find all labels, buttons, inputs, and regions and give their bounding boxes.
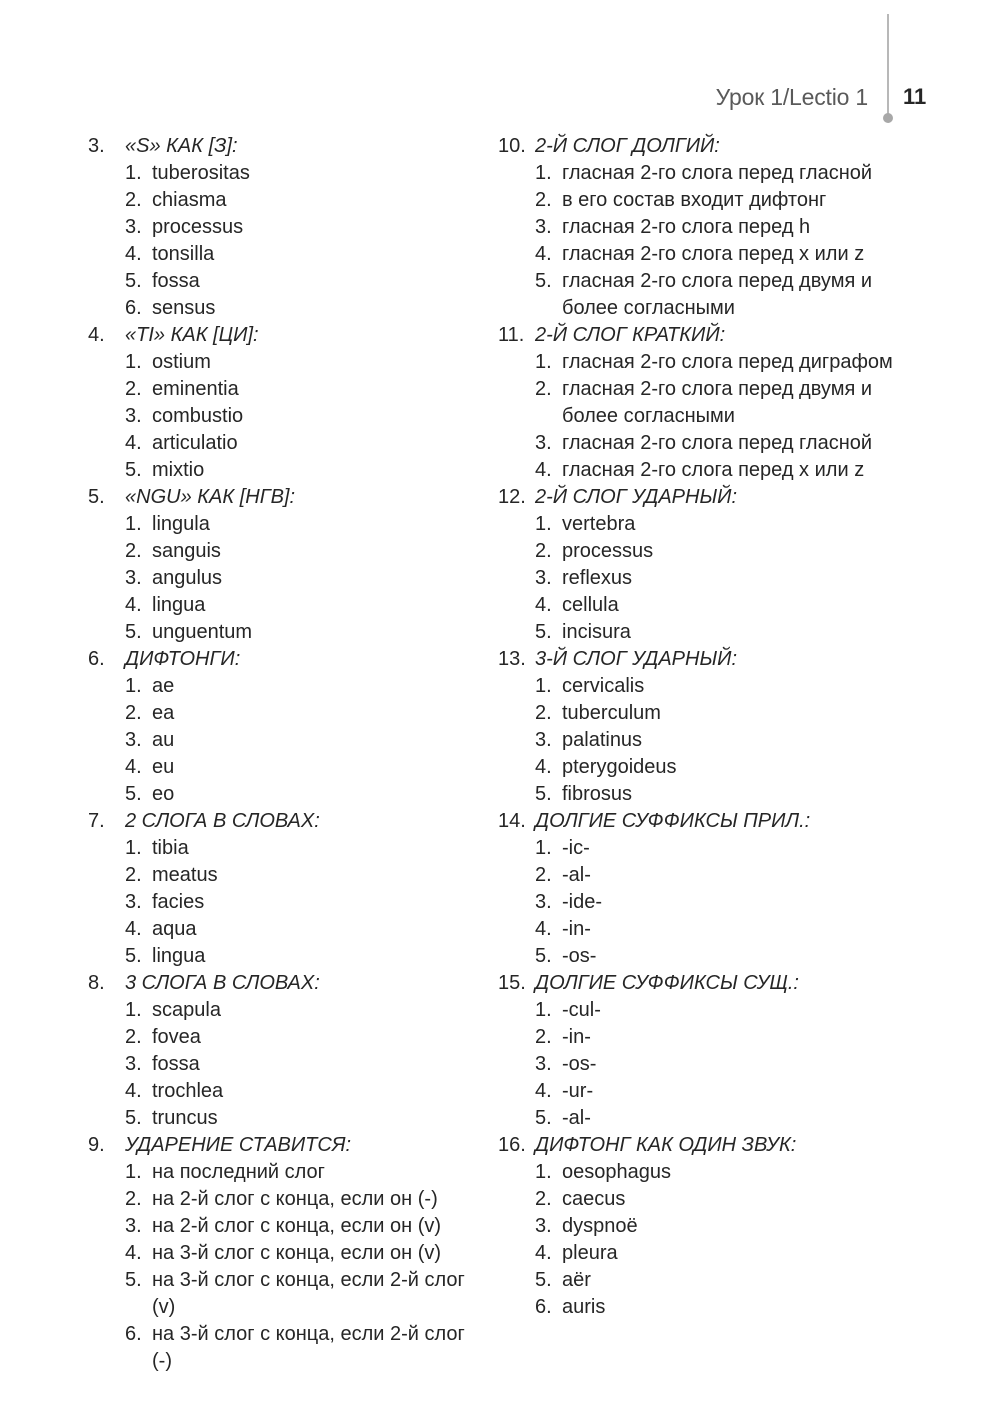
list-item bbox=[88, 673, 488, 700]
list-item-text: articulatio bbox=[152, 432, 238, 454]
section-heading bbox=[498, 484, 898, 511]
list-item-number: 3. bbox=[535, 1053, 552, 1075]
list-item-text: гласная 2-го слога перед гласной bbox=[562, 432, 873, 454]
list-item-text: aqua bbox=[152, 918, 197, 940]
list-item bbox=[498, 241, 898, 268]
list-item bbox=[498, 916, 898, 943]
section-heading bbox=[498, 808, 898, 835]
list-item bbox=[498, 997, 898, 1024]
list-item-text: pleura bbox=[562, 1242, 618, 1264]
list-item-number: 3. bbox=[535, 567, 552, 589]
list-item bbox=[498, 349, 898, 376]
list-item-number: 3. bbox=[535, 1215, 552, 1237]
list-item-text: lingula bbox=[152, 513, 210, 535]
list-item-number: 6. bbox=[535, 1296, 552, 1318]
list-item-number: 1. bbox=[125, 351, 142, 373]
list-item-text: -in- bbox=[562, 1026, 591, 1048]
list-item-text: oesophagus bbox=[562, 1161, 671, 1183]
list-item-number: 5. bbox=[535, 783, 552, 805]
section-number: 13. bbox=[498, 648, 526, 670]
list-item-number: 1. bbox=[535, 837, 552, 859]
section-number: 11. bbox=[498, 324, 525, 346]
list-item bbox=[88, 187, 488, 214]
list-item-number: 3. bbox=[125, 1053, 142, 1075]
list-item bbox=[88, 619, 488, 646]
list-item-text: palatinus bbox=[562, 729, 643, 751]
list-item-text: incisura bbox=[562, 621, 631, 643]
list-item-text: -in- bbox=[562, 918, 591, 940]
list-item-text: dyspnoë bbox=[562, 1215, 638, 1237]
section-number: 12. bbox=[498, 486, 526, 508]
list-item-number: 1. bbox=[125, 837, 142, 859]
section-title: «NGU» КАК [НГВ]: bbox=[125, 486, 296, 508]
list-item-text: caecus bbox=[562, 1188, 626, 1210]
list-item bbox=[88, 214, 488, 241]
list-item-number: 1. bbox=[535, 513, 552, 535]
list-item-number: 3. bbox=[125, 216, 142, 238]
list-item-text: tonsilla bbox=[152, 243, 215, 265]
list-item-text: combustio bbox=[152, 405, 244, 427]
list-item bbox=[498, 160, 898, 187]
exercise-section bbox=[88, 808, 488, 970]
list-item bbox=[88, 268, 488, 295]
list-item bbox=[88, 943, 488, 970]
list-item-text: meatus bbox=[152, 864, 218, 886]
list-item-number: 2. bbox=[125, 702, 142, 724]
list-item-number: 1. bbox=[535, 351, 552, 373]
list-item-text: fibrosus bbox=[562, 783, 633, 805]
list-item-number: 2. bbox=[535, 540, 552, 562]
list-item-text: truncus bbox=[152, 1107, 218, 1129]
list-item-text: auris bbox=[562, 1296, 606, 1318]
list-item-number: 1. bbox=[125, 513, 142, 535]
list-item bbox=[498, 1294, 898, 1321]
list-item bbox=[88, 241, 488, 268]
section-number: 10. bbox=[498, 135, 526, 157]
list-item bbox=[88, 160, 488, 187]
section-title: ДОЛГИЕ СУФФИКСЫ ПРИЛ.: bbox=[535, 810, 811, 832]
list-item-number: 5. bbox=[125, 621, 142, 643]
list-item-text: pterygoideus bbox=[562, 756, 677, 778]
list-item-text: ostium bbox=[152, 351, 211, 373]
list-item-number: 5. bbox=[535, 1269, 552, 1291]
list-item-number: 4. bbox=[535, 1080, 552, 1102]
list-item bbox=[498, 754, 898, 781]
list-item bbox=[498, 268, 898, 322]
list-item-number: 5. bbox=[535, 621, 552, 643]
list-item bbox=[498, 187, 898, 214]
list-item-text: sensus bbox=[152, 297, 216, 319]
exercise-section bbox=[88, 322, 488, 484]
list-item-text: trochlea bbox=[152, 1080, 224, 1102]
header-divider-dot bbox=[883, 113, 893, 123]
list-item bbox=[498, 835, 898, 862]
list-item-number: 2. bbox=[125, 540, 142, 562]
list-item bbox=[88, 349, 488, 376]
right-column bbox=[498, 133, 898, 1321]
header-divider bbox=[887, 14, 889, 118]
list-item-text: -cul- bbox=[562, 999, 601, 1021]
exercise-section bbox=[498, 1132, 898, 1321]
list-item bbox=[88, 754, 488, 781]
list-item-text: eo bbox=[152, 783, 175, 805]
list-item-text: tuberculum bbox=[562, 702, 661, 724]
exercise-section bbox=[88, 133, 488, 322]
list-item bbox=[88, 727, 488, 754]
list-item bbox=[498, 943, 898, 970]
list-item bbox=[498, 1051, 898, 1078]
list-item bbox=[498, 538, 898, 565]
list-item bbox=[88, 1267, 488, 1321]
list-item-number: 3. bbox=[535, 729, 552, 751]
list-item-number: 3. bbox=[125, 1215, 142, 1237]
list-item-number: 5. bbox=[125, 1107, 142, 1129]
exercise-section bbox=[88, 646, 488, 808]
list-item bbox=[498, 673, 898, 700]
list-item-text: гласная 2-го слога перед двумя и более согласными bbox=[562, 270, 872, 319]
list-item-number: 5. bbox=[535, 1107, 552, 1129]
list-item bbox=[498, 565, 898, 592]
exercise-section bbox=[498, 970, 898, 1132]
list-item bbox=[498, 511, 898, 538]
list-item bbox=[498, 1105, 898, 1132]
list-item bbox=[498, 619, 898, 646]
section-number: 5. bbox=[88, 486, 105, 508]
list-item-number: 2. bbox=[125, 864, 142, 886]
list-item-number: 3. bbox=[125, 567, 142, 589]
list-item bbox=[498, 1024, 898, 1051]
list-item bbox=[88, 1078, 488, 1105]
list-item-number: 1. bbox=[125, 999, 142, 1021]
exercise-section bbox=[498, 646, 898, 808]
list-item-number: 2. bbox=[535, 378, 552, 400]
list-item-text: гласная 2-го слога перед x или z bbox=[562, 243, 865, 265]
list-item bbox=[88, 1105, 488, 1132]
list-item bbox=[498, 214, 898, 241]
list-item-text: au bbox=[152, 729, 175, 751]
list-item-number: 2. bbox=[125, 189, 142, 211]
list-item-number: 4. bbox=[125, 756, 142, 778]
list-item-text: ae bbox=[152, 675, 175, 697]
list-item-text: на 2-й слог с конца, если он (v) bbox=[152, 1215, 442, 1237]
section-title: УДАРЕНИЕ СТАВИТСЯ: bbox=[125, 1134, 352, 1156]
list-item-text: на 3-й слог с конца, если он (v) bbox=[152, 1242, 442, 1264]
list-item-text: reflexus bbox=[562, 567, 633, 589]
list-item-text: eminentia bbox=[152, 378, 239, 400]
list-item-number: 2. bbox=[535, 1188, 552, 1210]
list-item bbox=[498, 862, 898, 889]
list-item bbox=[88, 403, 488, 430]
list-item bbox=[88, 592, 488, 619]
list-item bbox=[498, 1213, 898, 1240]
list-item-text: -al- bbox=[562, 1107, 591, 1129]
list-item bbox=[88, 565, 488, 592]
section-title: 3 СЛОГА В СЛОВАХ: bbox=[125, 972, 320, 994]
exercise-section bbox=[88, 970, 488, 1132]
list-item-number: 4. bbox=[535, 459, 552, 481]
section-number: 6. bbox=[88, 648, 105, 670]
list-item bbox=[498, 727, 898, 754]
list-item bbox=[88, 1186, 488, 1213]
list-item-number: 3. bbox=[535, 216, 552, 238]
list-item-text: в его состав входит дифтонг bbox=[562, 189, 827, 211]
section-number: 4. bbox=[88, 324, 105, 346]
list-item-number: 4. bbox=[535, 594, 552, 616]
section-heading bbox=[88, 133, 488, 160]
list-item bbox=[88, 700, 488, 727]
section-heading bbox=[498, 133, 898, 160]
list-item-text: гласная 2-го слога перед h bbox=[562, 216, 811, 238]
list-item-number: 3. bbox=[125, 405, 142, 427]
list-item-text: tuberositas bbox=[152, 162, 250, 184]
list-item-number: 1. bbox=[535, 999, 552, 1021]
list-item-number: 2. bbox=[535, 189, 552, 211]
list-item-text: processus bbox=[562, 540, 654, 562]
list-item-text: sanguis bbox=[152, 540, 221, 562]
section-heading bbox=[498, 646, 898, 673]
list-item-text: на 3-й слог с конца, если 2-й слог (-) bbox=[152, 1323, 465, 1372]
list-item-number: 5. bbox=[125, 459, 142, 481]
list-item-text: -os- bbox=[562, 945, 597, 967]
list-item-number: 2. bbox=[125, 1026, 142, 1048]
section-number: 14. bbox=[498, 810, 526, 832]
list-item bbox=[498, 592, 898, 619]
list-item-text: cellula bbox=[562, 594, 619, 616]
list-item bbox=[88, 1321, 488, 1375]
list-item-text: eu bbox=[152, 756, 175, 778]
section-title: 2-Й СЛОГ УДАРНЫЙ: bbox=[535, 486, 738, 508]
list-item bbox=[88, 430, 488, 457]
list-item-text: гласная 2-го слога перед гласной bbox=[562, 162, 873, 184]
list-item bbox=[88, 1240, 488, 1267]
section-title: 2-Й СЛОГ КРАТКИЙ: bbox=[535, 324, 726, 346]
list-item bbox=[498, 457, 898, 484]
list-item bbox=[498, 700, 898, 727]
list-item-text: на 2-й слог с конца, если он (-) bbox=[152, 1188, 438, 1210]
list-item-text: -al- bbox=[562, 864, 591, 886]
list-item-number: 4. bbox=[535, 243, 552, 265]
list-item-number: 5. bbox=[125, 1269, 142, 1291]
section-title: «S» КАК [З]: bbox=[125, 135, 238, 157]
list-item-number: 2. bbox=[125, 378, 142, 400]
running-title: Урок 1/Lectio 1 bbox=[715, 84, 868, 110]
list-item-text: processus bbox=[152, 216, 244, 238]
list-item-number: 5. bbox=[535, 945, 552, 967]
list-item-number: 2. bbox=[535, 702, 552, 724]
section-number: 3. bbox=[88, 135, 105, 157]
list-item-number: 1. bbox=[535, 1161, 552, 1183]
list-item-number: 1. bbox=[535, 675, 552, 697]
section-number: 9. bbox=[88, 1134, 105, 1156]
section-heading bbox=[498, 322, 898, 349]
section-heading bbox=[88, 646, 488, 673]
left-column bbox=[88, 133, 488, 1375]
list-item-number: 3. bbox=[125, 891, 142, 913]
section-heading bbox=[88, 322, 488, 349]
section-title: «TI» КАК [ЦИ]: bbox=[125, 324, 259, 346]
list-item-text: facies bbox=[152, 891, 205, 913]
section-number: 8. bbox=[88, 972, 105, 994]
list-item-number: 4. bbox=[125, 594, 142, 616]
list-item-text: aër bbox=[562, 1269, 591, 1291]
list-item bbox=[498, 1159, 898, 1186]
list-item-number: 4. bbox=[125, 918, 142, 940]
list-item-text: vertebra bbox=[562, 513, 636, 535]
list-item-text: гласная 2-го слога перед x или z bbox=[562, 459, 865, 481]
exercise-section bbox=[88, 484, 488, 646]
list-item-number: 3. bbox=[125, 729, 142, 751]
list-item bbox=[88, 997, 488, 1024]
list-item-number: 1. bbox=[125, 1161, 142, 1183]
section-heading bbox=[88, 1132, 488, 1159]
list-item-number: 5. bbox=[125, 270, 142, 292]
section-heading bbox=[88, 484, 488, 511]
list-item-text: -ide- bbox=[562, 891, 603, 913]
list-item-text: -os- bbox=[562, 1053, 597, 1075]
list-item-text: fossa bbox=[152, 270, 200, 292]
list-item-text: scapula bbox=[152, 999, 221, 1021]
list-item-text: на 3-й слог с конца, если 2-й слог (v) bbox=[152, 1269, 465, 1318]
list-item bbox=[88, 1159, 488, 1186]
list-item-number: 5. bbox=[125, 783, 142, 805]
list-item-number: 4. bbox=[125, 243, 142, 265]
list-item bbox=[88, 1051, 488, 1078]
section-title: 2-Й СЛОГ ДОЛГИЙ: bbox=[535, 135, 720, 157]
list-item-number: 4. bbox=[125, 1242, 142, 1264]
list-item bbox=[498, 430, 898, 457]
list-item-text: unguentum bbox=[152, 621, 253, 643]
list-item-text: гласная 2-го слога перед двумя и более согласными bbox=[562, 378, 872, 427]
list-item bbox=[88, 457, 488, 484]
list-item-number: 6. bbox=[125, 1323, 142, 1345]
list-item-number: 4. bbox=[125, 1080, 142, 1102]
section-number: 15. bbox=[498, 972, 526, 994]
list-item-number: 2. bbox=[125, 1188, 142, 1210]
list-item bbox=[498, 1186, 898, 1213]
list-item bbox=[88, 781, 488, 808]
list-item bbox=[498, 1267, 898, 1294]
list-item bbox=[498, 1240, 898, 1267]
list-item bbox=[498, 1078, 898, 1105]
list-item bbox=[498, 889, 898, 916]
section-heading bbox=[498, 1132, 898, 1159]
list-item-number: 4. bbox=[125, 432, 142, 454]
list-item-text: chiasma bbox=[152, 189, 227, 211]
list-item-text: lingua bbox=[152, 594, 206, 616]
list-item bbox=[88, 889, 488, 916]
exercise-section bbox=[88, 1132, 488, 1375]
list-item-number: 5. bbox=[535, 270, 552, 292]
list-item bbox=[498, 376, 898, 430]
section-heading bbox=[88, 970, 488, 997]
page-number: 11 bbox=[903, 84, 927, 109]
list-item bbox=[88, 376, 488, 403]
list-item bbox=[88, 1024, 488, 1051]
list-item bbox=[88, 862, 488, 889]
exercise-section bbox=[498, 484, 898, 646]
list-item-number: 1. bbox=[125, 162, 142, 184]
exercise-section bbox=[498, 322, 898, 484]
list-item-text: cervicalis bbox=[562, 675, 645, 697]
section-number: 16. bbox=[498, 1134, 526, 1156]
section-title: ДИФТОНГИ: bbox=[125, 648, 241, 670]
list-item-text: tibia bbox=[152, 837, 189, 859]
list-item-text: angulus bbox=[152, 567, 223, 589]
exercise-section bbox=[498, 808, 898, 970]
list-item-text: гласная 2-го слога перед диграфом bbox=[562, 351, 893, 373]
list-item-text: fovea bbox=[152, 1026, 201, 1048]
list-item-number: 5. bbox=[125, 945, 142, 967]
list-item-text: fossa bbox=[152, 1053, 200, 1075]
list-item bbox=[88, 295, 488, 322]
list-item-text: на последний слог bbox=[152, 1161, 325, 1183]
list-item-number: 1. bbox=[535, 162, 552, 184]
list-item bbox=[498, 781, 898, 808]
list-item-text: -ic- bbox=[562, 837, 590, 859]
list-item-text: ea bbox=[152, 702, 175, 724]
list-item-number: 1. bbox=[125, 675, 142, 697]
list-item-number: 4. bbox=[535, 756, 552, 778]
section-number: 7. bbox=[88, 810, 105, 832]
list-item bbox=[88, 538, 488, 565]
section-title: 2 СЛОГА В СЛОВАХ: bbox=[125, 810, 320, 832]
exercise-section bbox=[498, 133, 898, 322]
list-item-number: 4. bbox=[535, 1242, 552, 1264]
list-item-number: 3. bbox=[535, 891, 552, 913]
section-title: ДИФТОНГ КАК ОДИН ЗВУК: bbox=[535, 1134, 797, 1156]
section-title: 3-Й СЛОГ УДАРНЫЙ: bbox=[535, 648, 738, 670]
list-item bbox=[88, 916, 488, 943]
list-item-number: 4. bbox=[535, 918, 552, 940]
list-item-text: -ur- bbox=[562, 1080, 594, 1102]
list-item-number: 6. bbox=[125, 297, 142, 319]
list-item-number: 2. bbox=[535, 864, 552, 886]
section-title: ДОЛГИЕ СУФФИКСЫ СУЩ.: bbox=[535, 972, 799, 994]
list-item-text: lingua bbox=[152, 945, 206, 967]
list-item bbox=[88, 511, 488, 538]
list-item bbox=[88, 1213, 488, 1240]
list-item-text: mixtio bbox=[152, 459, 205, 481]
section-heading bbox=[498, 970, 898, 997]
section-heading bbox=[88, 808, 488, 835]
list-item-number: 3. bbox=[535, 432, 552, 454]
list-item-number: 2. bbox=[535, 1026, 552, 1048]
list-item bbox=[88, 835, 488, 862]
